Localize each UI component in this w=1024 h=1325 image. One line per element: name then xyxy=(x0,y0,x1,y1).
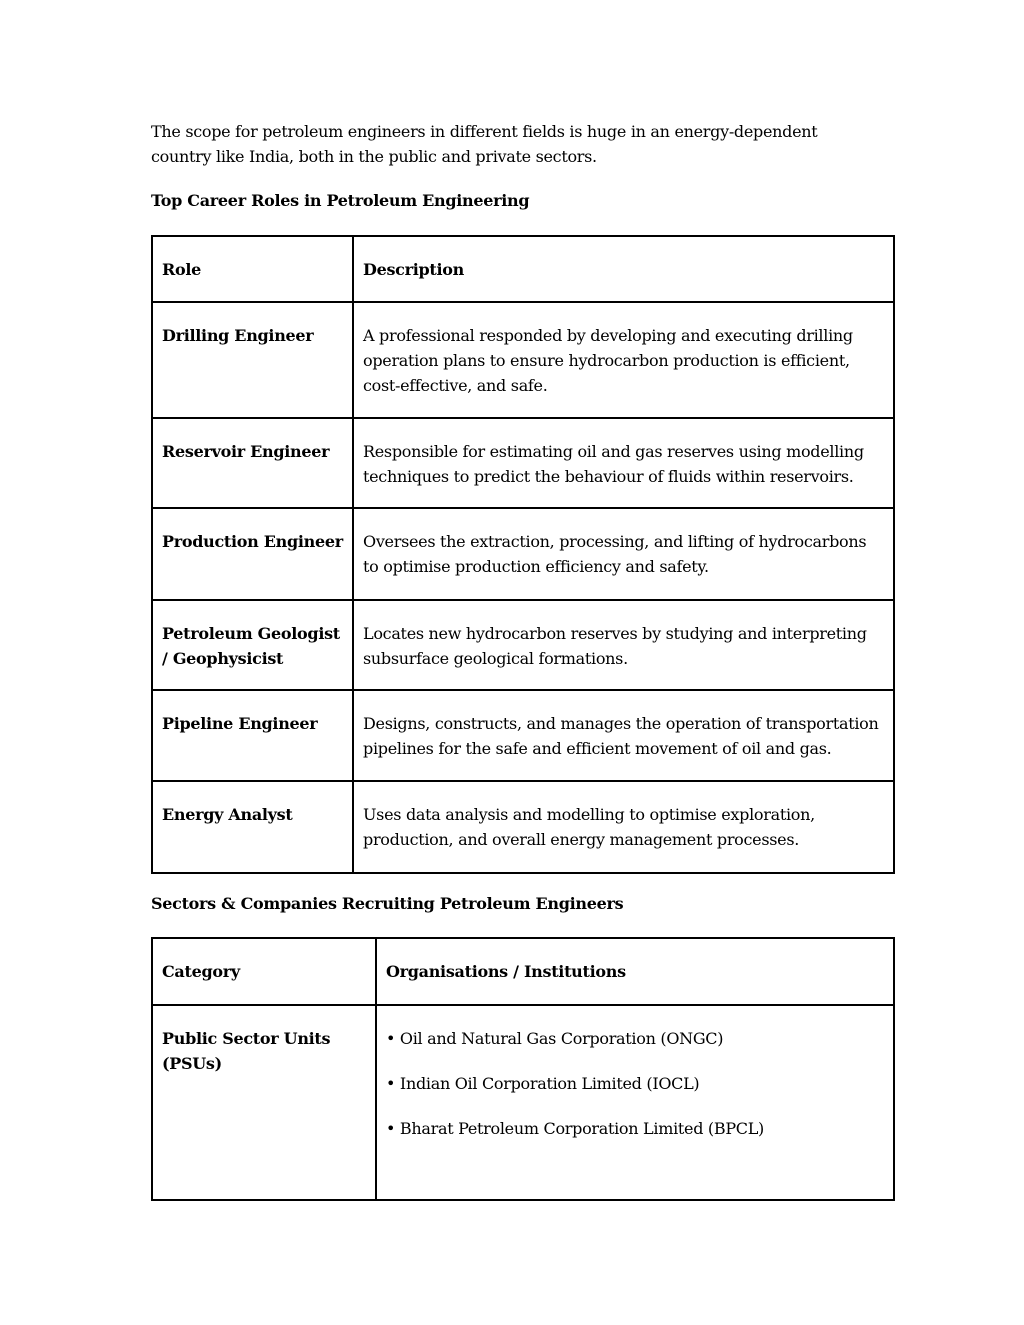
role-description: Uses data analysis and modelling to optimise exploration, production, and overall energy management processes. xyxy=(353,781,894,873)
intro-paragraph: The scope for petroleum engineers in different fields is huge in an energy-dependent country like India, both in the public and private sectors. xyxy=(151,122,818,166)
role-name: Petroleum Geologist / Geophysicist xyxy=(152,600,353,690)
role-description: Responsible for estimating oil and gas reserves using modelling techniques to predict the behaviour of fluids within reservoirs. xyxy=(353,418,894,508)
sectors-section-heading: Sectors & Companies Recruiting Petroleum Engineers xyxy=(151,894,624,913)
list-item: • Bharat Petroleum Corporation Limited (BPCL) xyxy=(386,1119,764,1138)
table-row xyxy=(152,302,894,418)
role-description: A professional responded by developing and executing drilling operation plans to ensure hydrocarbon production is efficient, cost-effective, and safe. xyxy=(353,302,894,418)
role-description: Locates new hydrocarbon reserves by studying and interpreting subsurface geological formations. xyxy=(353,600,894,690)
column-header-description: Description xyxy=(353,236,894,302)
role-description: Designs, constructs, and manages the operation of transportation pipelines for the safe and efficient movement of oil and gas. xyxy=(353,690,894,781)
column-header-category: Category xyxy=(152,938,376,1005)
list-item: • Oil and Natural Gas Corporation (ONGC) xyxy=(386,1029,724,1048)
table-header-row xyxy=(152,236,894,302)
roles-section-heading: Top Career Roles in Petroleum Engineering xyxy=(151,191,530,210)
sectors-companies-table xyxy=(151,937,895,1201)
table-row xyxy=(152,690,894,781)
role-name: Production Engineer xyxy=(152,508,353,600)
table-row xyxy=(152,418,894,508)
table-row xyxy=(152,508,894,600)
list-item: • Indian Oil Corporation Limited (IOCL) xyxy=(386,1074,700,1093)
category-name: Public Sector Units (PSUs) xyxy=(152,1005,376,1200)
table-header-row xyxy=(152,938,894,1005)
column-header-organisations: Organisations / Institutions xyxy=(376,938,894,1005)
table-row xyxy=(152,781,894,873)
career-roles-table xyxy=(151,235,895,874)
organisations-list xyxy=(386,1026,884,1141)
role-description: Oversees the extraction, processing, and lifting of hydrocarbons to optimise production efficiency and safety. xyxy=(353,508,894,600)
role-name: Pipeline Engineer xyxy=(152,690,353,781)
table-row xyxy=(152,1005,894,1200)
table-row xyxy=(152,600,894,690)
role-name: Drilling Engineer xyxy=(152,302,353,418)
role-name: Energy Analyst xyxy=(152,781,353,873)
organisations-cell xyxy=(376,1005,894,1200)
role-name: Reservoir Engineer xyxy=(152,418,353,508)
column-header-role: Role xyxy=(152,236,353,302)
